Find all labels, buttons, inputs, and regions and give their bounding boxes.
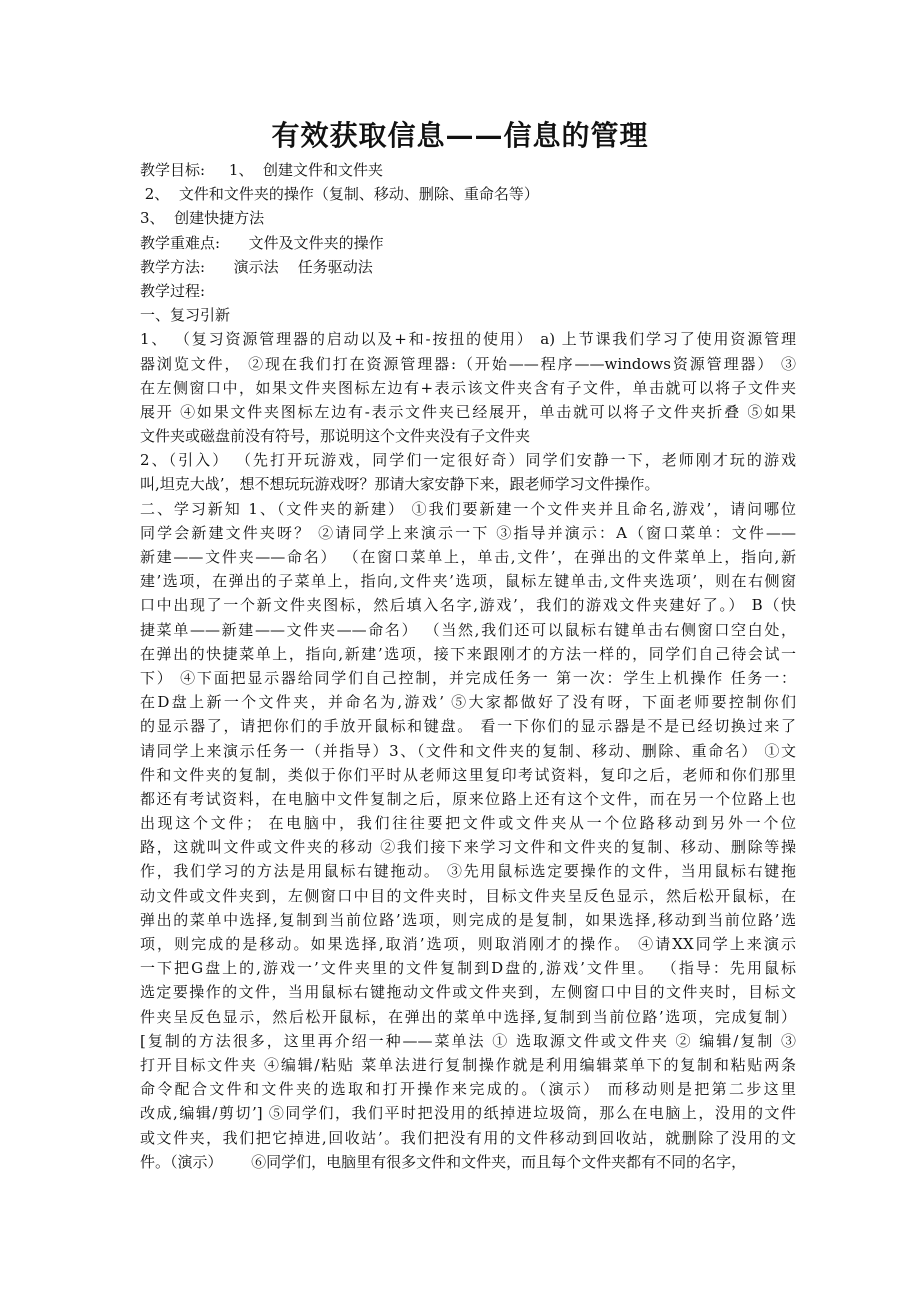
body-line: 二、学习新知 1、（文件夹的新建） ①我们要新建一个文件夹并且命名,游戏’，请问哪位 — [140, 499, 796, 518]
document-body — [140, 158, 796, 1174]
body-line: 器浏览文件， ②现在我们打在资源管理器:（开始——程序——windows资源管理器） ③ — [140, 354, 796, 373]
body-line: 在弹出的快捷菜单上，指向,新建’选项，接下来跟刚才的方法一样的，同学们自己待会试一 — [140, 644, 796, 663]
body-line: 动文件或文件夹到，左侧窗口中目的文件夹时，目标文件夹呈反色显示，然后松开鼠标，在 — [140, 886, 796, 905]
body-line: 出现这个文件； 在电脑中，我们往往要把文件或文件夹从一个位路移动到另外一个位 — [140, 814, 796, 833]
body-line: 一下把G盘上的,游戏一’文件夹里的文件复制到D盘的,游戏’文件里。 （指导：先用鼠标 — [140, 959, 796, 978]
body-line: 叫,坦克大战’，想不想玩玩游戏呀？那请大家安静下来，跟老师学习文件操作。 — [140, 475, 660, 494]
body-line: 2、（引入） （先打开玩游戏，同学们一定很好奇）同学们安静一下，老师刚才玩的游戏 — [140, 451, 796, 470]
body-line: 教学过程: — [140, 281, 206, 300]
body-line: 命令配合文件和文件夹的选取和打开操作来完成的。（演示） 而移动则是把第二步这里 — [140, 1080, 796, 1099]
body-line: 的显示器了，请把你们的手放开鼠标和键盘。 看一下你们的显示器是不是已经切换过来了 — [140, 717, 796, 736]
body-line: 都还有考试资料，在电脑中文件复制之后，原来位路上还有这个文件，而在另一个位路上也 — [140, 789, 796, 808]
body-line: 教学重难点: 文件及文件夹的操作 — [140, 233, 384, 252]
body-line: 口中出现了一个新文件夹图标，然后填入名字,游戏’，我们的游戏文件夹建好了。） B（快 — [140, 596, 796, 615]
body-line: 教学方法: 演示法 任务驱动法 — [140, 257, 373, 276]
body-line: 文件夹或磁盘前没有符号，那说明这个文件夹没有子文件夹 — [140, 427, 531, 446]
body-line: 改成,编辑/剪切’] ⑤同学们，我们平时把没用的纸掉进垃圾筒，那么在电脑上，没用的文件 — [140, 1104, 796, 1123]
body-line: 打开目标文件夹 ④编辑/粘贴 菜单法进行复制操作就是利用编辑菜单下的复制和粘贴两条 — [140, 1055, 796, 1074]
body-line: 或文件夹，我们把它掉进,回收站’。我们把没有用的文件移动到回收站，就删除了没用的文 — [140, 1128, 796, 1147]
body-line: 1、 （复习资源管理器的启动以及+和-按扭的使用） a) 上节课我们学习了使用资源管理 — [140, 330, 796, 349]
body-line: 3、 创建快捷方法 — [140, 209, 265, 228]
document-title: 有效获取信息——信息的管理 — [271, 119, 649, 152]
body-line: 捷菜单——新建——文件夹——命名） （当然,我们还可以鼠标右键单击右侧窗口空白处， — [140, 620, 796, 639]
body-line: 路，这就叫文件或文件夹的移动 ②我们接下来学习文件和文件夹的复制、移动、删除等操 — [140, 838, 796, 857]
body-line: 新建——文件夹——命名） （在窗口菜单上，单击,文件’，在弹出的文件菜单上，指向,新 — [140, 548, 796, 566]
body-line: 一、复习引新 — [140, 306, 231, 325]
body-line: 弹出的菜单中选择,复制到当前位路’选项，则完成的是复制，如果选择,移动到当前位路’选 — [140, 910, 796, 929]
body-line: 下） ④下面把显示器给同学们自己控制，并完成任务一 第一次：学生上机操作 任务一： — [140, 668, 796, 687]
body-line: 教学目标: 1、 创建文件和文件夹 — [140, 161, 383, 179]
body-line: 在D盘上新一个文件夹，并命名为,游戏’ ⑤大家都做好了没有呀，下面老师要控制你们 — [140, 693, 796, 712]
body-line: 件和文件夹的复制，类似于你们平时从老师这里复印考试资料，复印之后，老师和你们那里 — [140, 765, 796, 784]
body-line: 2、 文件和文件夹的操作（复制、移动、删除、重命名等） — [140, 185, 539, 204]
body-line: 项，则完成的是移动。如果选择,取消’选项，则取消刚才的操作。 ④请XX同学上来演示 — [140, 935, 796, 953]
body-line: 同学会新建文件夹呀？ ②请同学上来演示一下 ③指导并演示：A（窗口菜单：文件—— — [140, 523, 796, 542]
body-line: 在左侧窗口中，如果文件夹图标左边有+表示该文件夹含有子文件，单击就可以将子文件夹 — [140, 378, 796, 397]
body-line: [复制的方法很多，这里再介绍一种——菜单法 ① 选取源文件或文件夹 ② 编辑/复制 ③ — [140, 1031, 796, 1050]
body-line: 请同学上来演示任务一（并指导）3、（文件和文件夹的复制、移动、删除、重命名） ①文 — [140, 741, 796, 760]
body-line: 件。（演示） ⑥同学们，电脑里有很多文件和文件夹，而且每个文件夹都有不同的名字， — [140, 1152, 747, 1171]
body-line: 选定要操作的文件，当用鼠标右键拖动文件或文件夹到，左侧窗口中目的文件夹时，目标文 — [140, 983, 796, 1002]
body-line: 展开 ④如果文件夹图标左边有-表示文件夹已经展开，单击就可以将子文件夹折叠 ⑤如果 — [140, 402, 796, 421]
body-line: 作，我们学习的方法是用鼠标右键拖动。 ③先用鼠标选定要操作的文件，当用鼠标右键拖 — [140, 862, 796, 881]
body-line: 件夹呈反色显示，然后松开鼠标，在弹出的菜单中选择,复制到当前位路’选项，完成复制） — [140, 1007, 796, 1026]
body-line: 建’选项，在弹出的子菜单上，指向,文件夹’选项，鼠标左键单击,文件夹选项’，则在右侧窗 — [140, 572, 796, 591]
